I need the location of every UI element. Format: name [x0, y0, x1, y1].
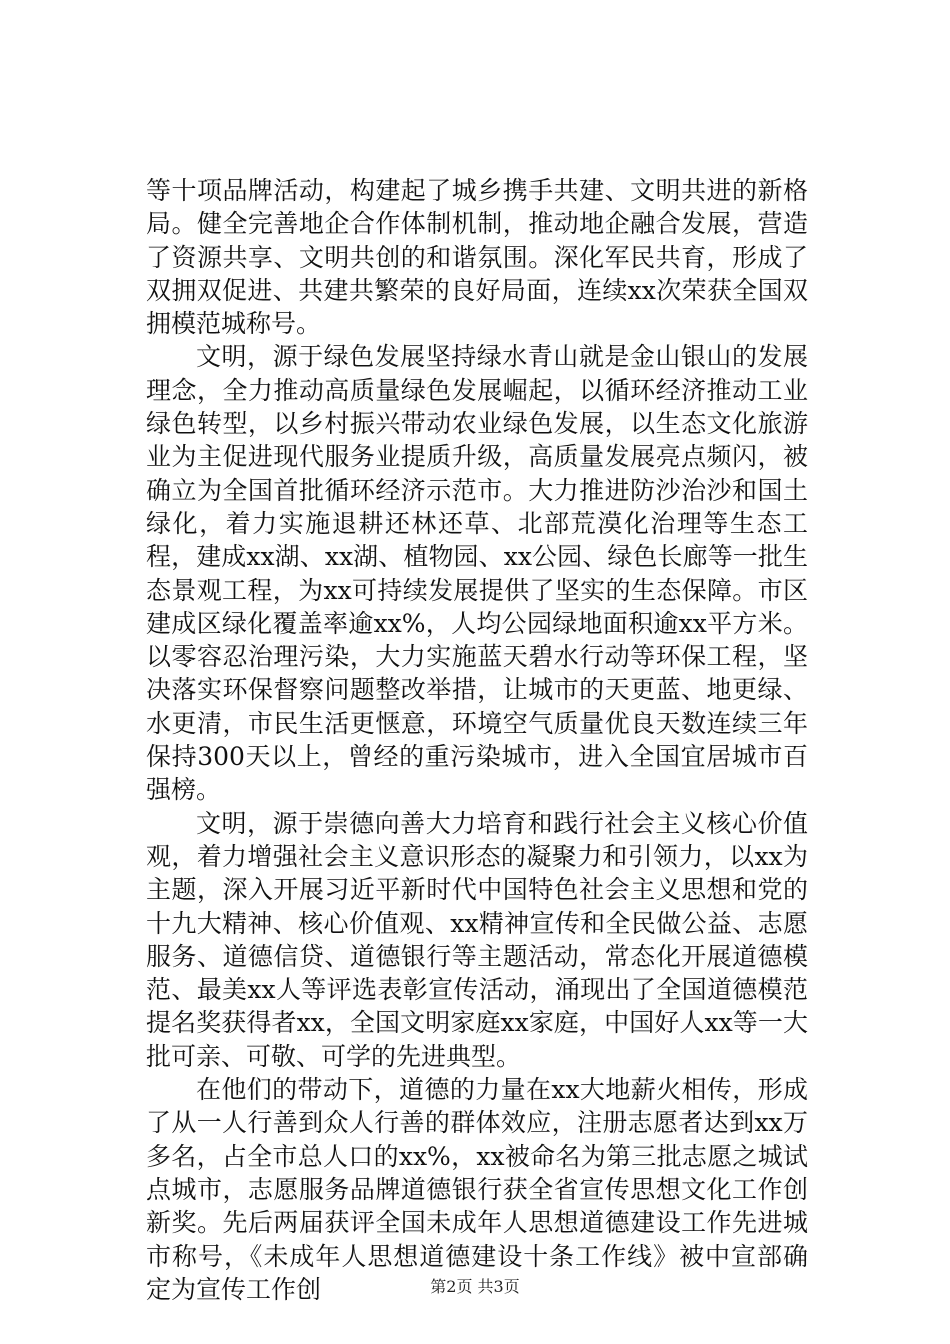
page-number-label: 第2页 共3页	[430, 1277, 520, 1296]
body-text	[146, 174, 808, 1306]
paragraph-4: 在他们的带动下，道德的力量在xx大地薪火相传，形成了从一人行善到众人行善的群体效应，注册志愿者达到xx万多名，占全市总人口的xx%，xx被命名为第三批志愿之城试点城市，志愿服务品牌道德银行获全省宣传思想文化工作创新奖。先后两届获评全国未成年人思想道德建设工作先进城市称号，《未成年人思想道德建设十条工作线》被中宣部确定为宣传工作创	[146, 1075, 808, 1304]
page-footer	[0, 1274, 950, 1297]
paragraph-2: 文明，源于绿色发展坚持绿水青山就是金山银山的发展理念，全力推动高质量绿色发展崛起，以循环经济推动工业绿色转型，以乡村振兴带动农业绿色发展，以生态文化旅游业为主促进现代服务业提质升级，高质量发展亮点频闪，被确立为全国首批循环经济示范市。大力推进防沙治沙和国土绿化，着力实施退耕还林还草、北部荒漠化治理等生态工程，建成xx湖、xx湖、植物园、xx公园、绿色长廊等一批生态景观工程，为xx可持续发展提供了坚实的生态保障。市区建成区绿化覆盖率逾xx%，人均公园绿地面积逾xx平方米。以零容忍治理污染，大力实施蓝天碧水行动等环保工程，坚决落实环保督察问题整改举措，让城市的天更蓝、地更绿、水更清，市民生活更惬意，环境空气质量优良天数连续三年保持300天以上，曾经的重污染城市，进入全国宜居城市百强榜。	[146, 342, 808, 805]
paragraph-3: 文明，源于崇德向善大力培育和践行社会主义核心价值观，着力增强社会主义意识形态的凝聚力和引领力，以xx为主题，深入开展习近平新时代中国特色社会主义思想和党的十九大精神、核心价值观、xx精神宣传和全民做公益、志愿服务、道德信贷、道德银行等主题活动，常态化开展道德模范、最美xx人等评选表彰宣传活动，涌现出了全国道德模范提名奖获得者xx，全国文明家庭xx家庭，中国好人xx等一大批可亲、可敬、可学的先进典型。	[146, 808, 808, 1071]
paragraph-1: 等十项品牌活动，构建起了城乡携手共建、文明共进的新格局。健全完善地企合作体制机制，推动地企融合发展，营造了资源共享、文明共创的和谐氛围。深化军民共育，形成了双拥双促进、共建共繁荣的良好局面，连续xx次荣获全国双拥模范城称号。	[146, 176, 808, 339]
